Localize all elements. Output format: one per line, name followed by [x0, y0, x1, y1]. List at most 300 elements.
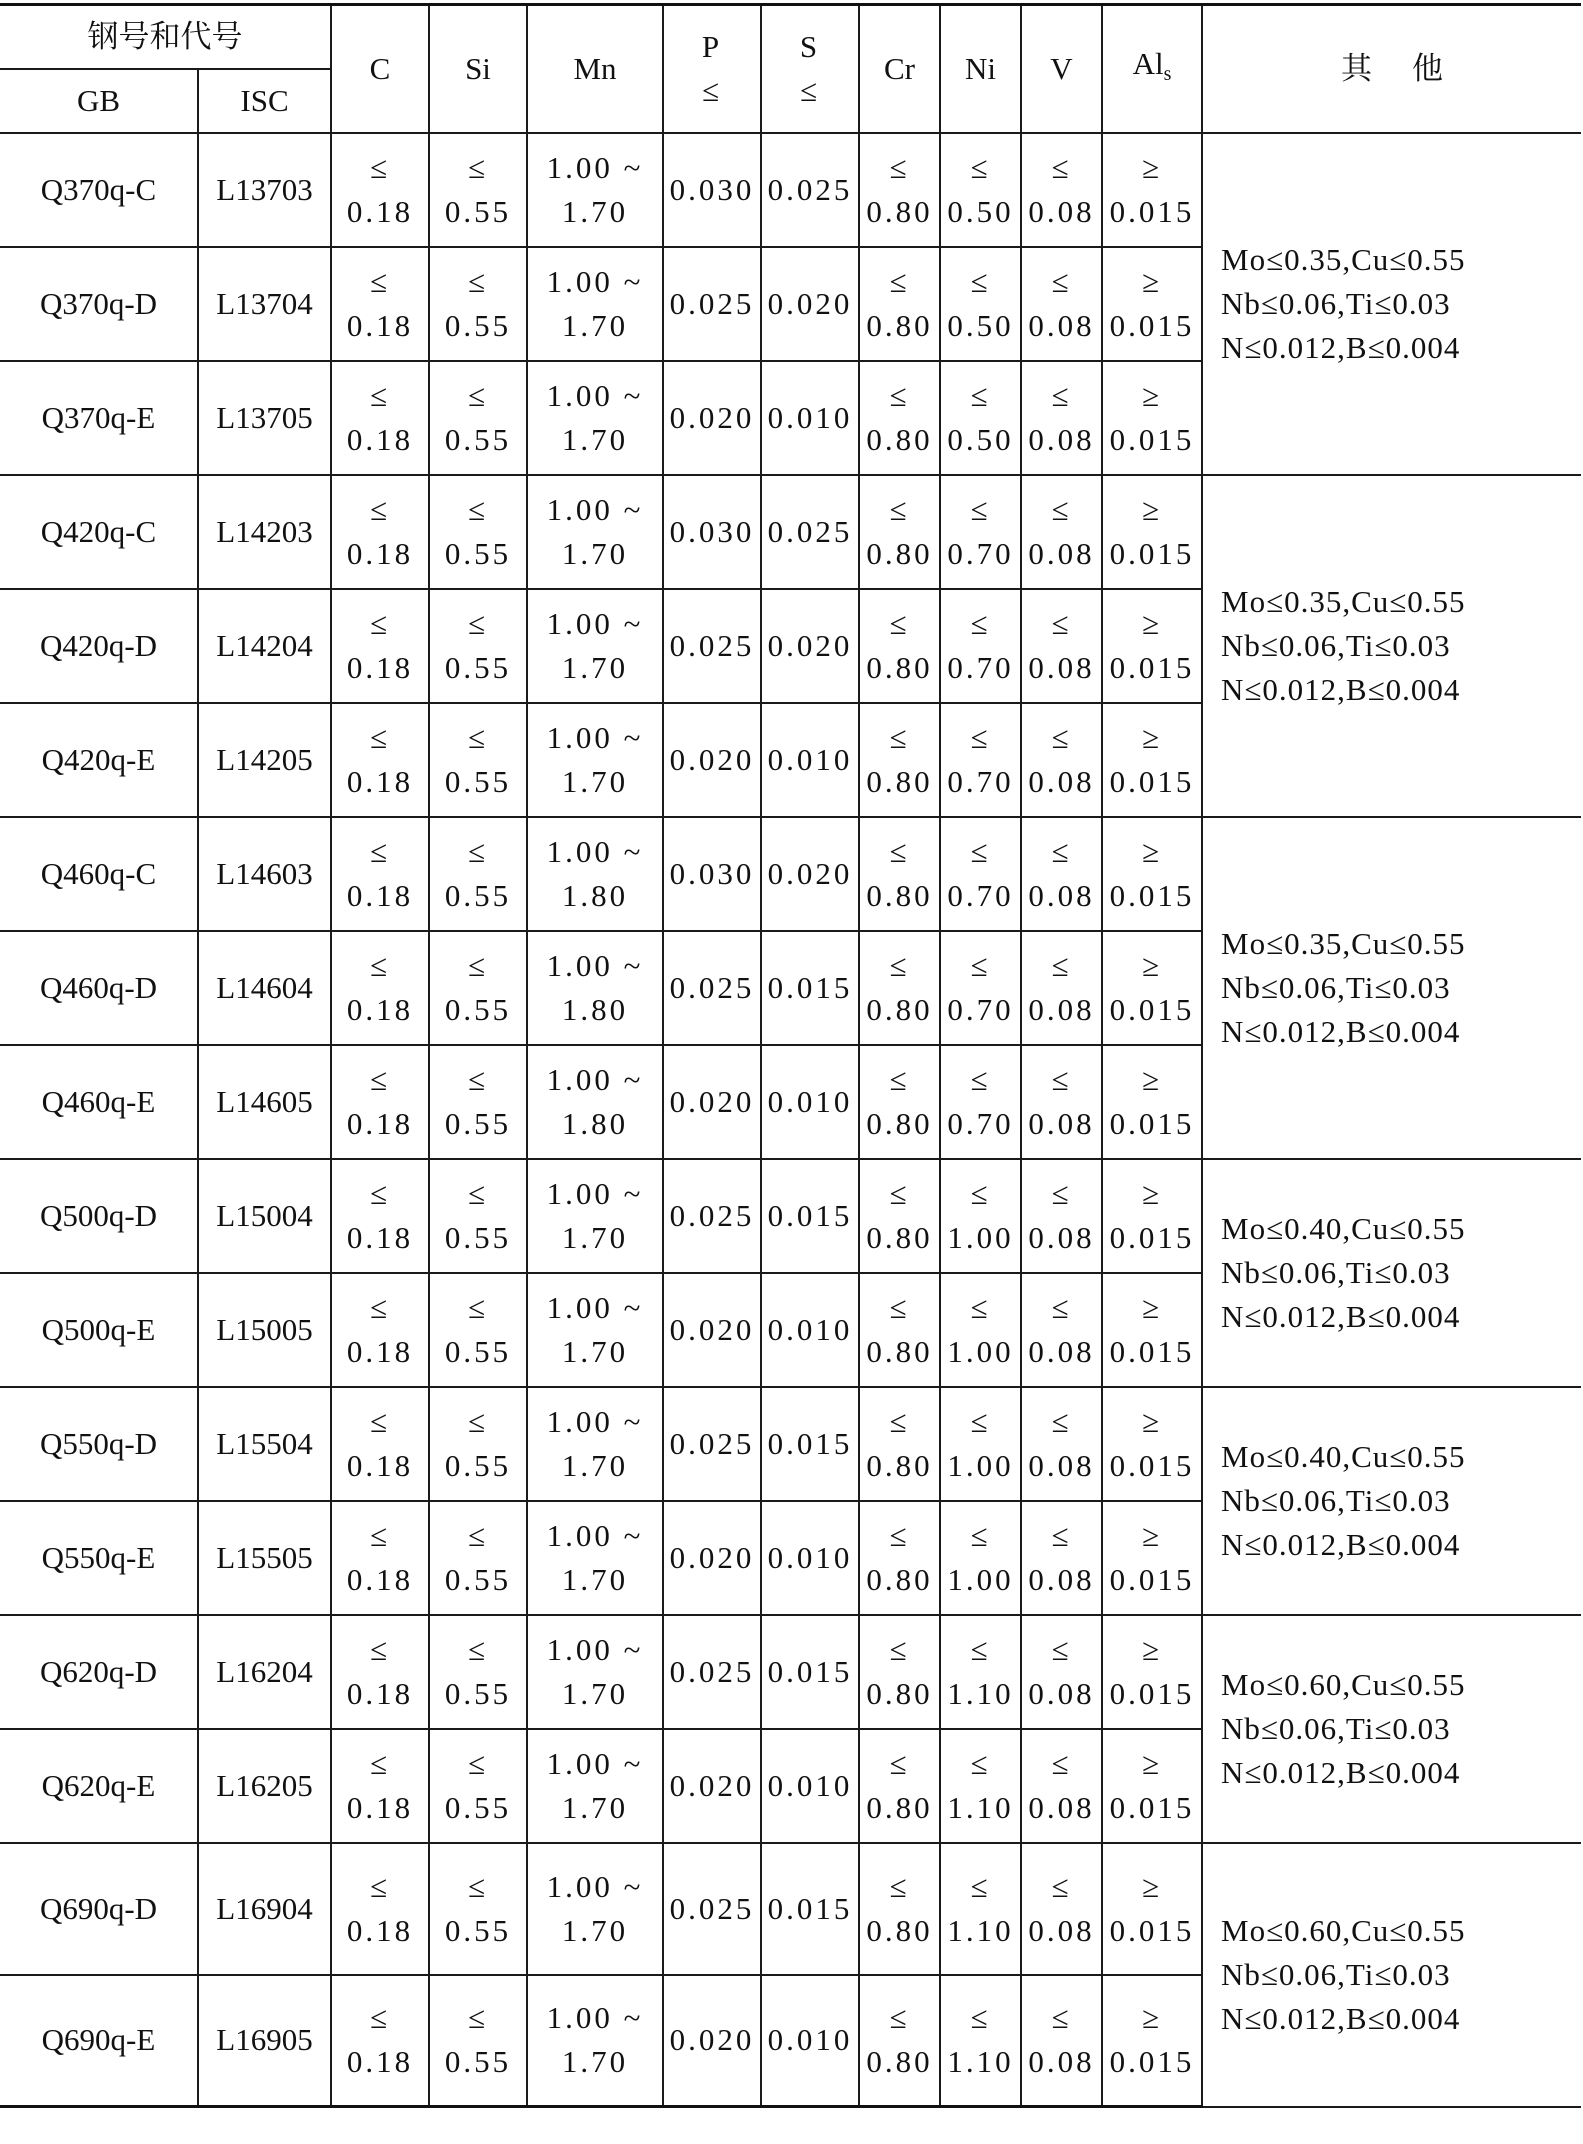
cell-ni-prefix: ≤	[970, 2000, 991, 2036]
header-si: Si	[429, 5, 527, 133]
cell-s: 0.010	[761, 1273, 859, 1387]
cell-si-value: 0.55	[444, 1561, 512, 1597]
cell-cr-prefix: ≤	[889, 833, 910, 869]
header-steel-grade-group: 钢号和代号	[0, 5, 331, 69]
cell-cr-prefix: ≤	[889, 719, 910, 755]
cell-p: 0.025	[663, 589, 761, 703]
cell-ni	[940, 1615, 1021, 1729]
cell-v-value: 0.08	[1028, 1105, 1095, 1141]
cell-si-value: 0.55	[444, 1447, 512, 1483]
table-row	[0, 133, 1581, 247]
cell-c	[331, 133, 429, 247]
cell-s: 0.025	[761, 133, 859, 247]
other-line: N≤0.012,B≤0.004	[1221, 2000, 1461, 2036]
cell-si	[429, 475, 527, 589]
cell-ni	[940, 361, 1021, 475]
cell-gb: Q550q-D	[0, 1387, 198, 1501]
cell-si-value: 0.55	[444, 2044, 512, 2080]
cell-c-value: 0.18	[346, 1105, 414, 1141]
cell-mn	[527, 475, 663, 589]
cell-al-prefix: ≥	[1141, 491, 1162, 527]
cell-mn-value: 1.70	[561, 193, 629, 229]
cell-p: 0.020	[663, 1273, 761, 1387]
header-mn: Mn	[527, 5, 663, 133]
cell-cr-value: 0.80	[866, 1912, 933, 1948]
cell-v-value: 0.08	[1028, 2044, 1095, 2080]
cell-c-prefix: ≤	[369, 1289, 390, 1325]
cell-al	[1102, 1387, 1202, 1501]
cell-mn-prefix: 1.00 ~	[546, 1868, 644, 1904]
cell-v-prefix: ≤	[1051, 377, 1072, 413]
header-s	[761, 5, 859, 133]
cell-si-value: 0.55	[444, 1219, 512, 1255]
other-line: Nb≤0.06,Ti≤0.03	[1221, 285, 1451, 321]
cell-v	[1021, 1729, 1102, 1843]
cell-mn	[527, 1501, 663, 1615]
cell-cr-prefix: ≤	[889, 1631, 910, 1667]
cell-si-prefix: ≤	[467, 1289, 488, 1325]
cell-c	[331, 1729, 429, 1843]
other-line: N≤0.012,B≤0.004	[1221, 1526, 1461, 1562]
cell-isc: L15504	[198, 1387, 331, 1501]
cell-ni-prefix: ≤	[970, 1868, 991, 1904]
cell-mn-value: 1.70	[561, 307, 629, 343]
cell-v	[1021, 1615, 1102, 1729]
cell-gb: Q460q-D	[0, 931, 198, 1045]
cell-al-value: 0.015	[1109, 763, 1195, 799]
other-line: Mo≤0.60,Cu≤0.55	[1221, 1912, 1466, 1948]
cell-cr-prefix: ≤	[889, 1403, 910, 1439]
other-line: Mo≤0.35,Cu≤0.55	[1221, 241, 1466, 277]
cell-mn-prefix: 1.00 ~	[546, 1289, 644, 1325]
cell-isc: L14603	[198, 817, 331, 931]
header-other: 其他	[1202, 5, 1581, 133]
cell-mn-value: 1.70	[561, 421, 629, 457]
cell-cr	[859, 1501, 940, 1615]
cell-ni-value: 0.70	[947, 763, 1014, 799]
other-line: N≤0.012,B≤0.004	[1221, 671, 1461, 707]
cell-c-prefix: ≤	[369, 947, 390, 983]
cell-isc: L13703	[198, 133, 331, 247]
cell-cr-value: 0.80	[866, 991, 933, 1027]
table-row	[0, 475, 1581, 589]
other-line: Nb≤0.06,Ti≤0.03	[1221, 627, 1451, 663]
table-row	[0, 817, 1581, 931]
cell-ni	[940, 247, 1021, 361]
other-line: Mo≤0.40,Cu≤0.55	[1221, 1438, 1466, 1474]
cell-ni-value: 0.50	[947, 307, 1014, 343]
cell-al-prefix: ≥	[1141, 377, 1162, 413]
cell-cr-prefix: ≤	[889, 1868, 910, 1904]
cell-ni-prefix: ≤	[970, 1517, 991, 1553]
cell-mn-value: 1.70	[561, 1675, 629, 1711]
cell-al	[1102, 817, 1202, 931]
cell-si-prefix: ≤	[467, 1631, 488, 1667]
cell-ni-prefix: ≤	[970, 1403, 991, 1439]
cell-gb: Q460q-C	[0, 817, 198, 931]
other-line: Nb≤0.06,Ti≤0.03	[1221, 1482, 1451, 1518]
cell-ni	[940, 475, 1021, 589]
cell-v	[1021, 1273, 1102, 1387]
other-line: Mo≤0.35,Cu≤0.55	[1221, 925, 1466, 961]
cell-mn-value: 1.70	[561, 1447, 629, 1483]
cell-ni-prefix: ≤	[970, 605, 991, 641]
cell-mn-prefix: 1.00 ~	[546, 149, 644, 185]
cell-al	[1102, 1501, 1202, 1615]
cell-c-prefix: ≤	[369, 263, 390, 299]
cell-al	[1102, 1045, 1202, 1159]
header-isc: ISC	[198, 69, 331, 133]
cell-c	[331, 247, 429, 361]
header-gb: GB	[0, 69, 198, 133]
cell-al-prefix: ≥	[1141, 1745, 1162, 1781]
cell-v	[1021, 1045, 1102, 1159]
cell-cr-prefix: ≤	[889, 947, 910, 983]
cell-al-value: 0.015	[1109, 421, 1195, 457]
cell-si-prefix: ≤	[467, 1868, 488, 1904]
cell-mn-value: 1.80	[561, 991, 629, 1027]
cell-isc: L16204	[198, 1615, 331, 1729]
cell-v	[1021, 931, 1102, 1045]
cell-c-prefix: ≤	[369, 149, 390, 185]
cell-al-value: 0.015	[1109, 877, 1195, 913]
cell-si-prefix: ≤	[467, 1061, 488, 1097]
cell-si-value: 0.55	[444, 1105, 512, 1141]
cell-c-prefix: ≤	[369, 1631, 390, 1667]
cell-mn-prefix: 1.00 ~	[546, 2000, 644, 2036]
cell-v-value: 0.08	[1028, 535, 1095, 571]
table-row	[0, 1843, 1581, 1975]
header-ni: Ni	[940, 5, 1021, 133]
cell-cr-prefix: ≤	[889, 1175, 910, 1211]
cell-v-value: 0.08	[1028, 193, 1095, 229]
cell-other	[1202, 1387, 1581, 1615]
cell-ni	[940, 1045, 1021, 1159]
cell-isc: L16905	[198, 1975, 331, 2107]
cell-cr	[859, 1045, 940, 1159]
cell-al-prefix: ≥	[1141, 833, 1162, 869]
cell-cr-value: 0.80	[866, 1105, 933, 1141]
cell-cr-value: 0.80	[866, 2044, 933, 2080]
header-cr: Cr	[859, 5, 940, 133]
cell-c	[331, 1159, 429, 1273]
cell-cr	[859, 1843, 940, 1975]
cell-mn	[527, 817, 663, 931]
cell-cr-value: 0.80	[866, 193, 933, 229]
cell-isc: L15505	[198, 1501, 331, 1615]
cell-ni	[940, 931, 1021, 1045]
header-s-label: S	[799, 28, 821, 64]
cell-cr-prefix: ≤	[889, 377, 910, 413]
cell-si-value: 0.55	[444, 307, 512, 343]
cell-c-prefix: ≤	[369, 719, 390, 755]
cell-c	[331, 703, 429, 817]
cell-isc: L15005	[198, 1273, 331, 1387]
cell-si	[429, 361, 527, 475]
cell-cr	[859, 817, 940, 931]
cell-mn	[527, 1843, 663, 1975]
cell-c-prefix: ≤	[369, 491, 390, 527]
cell-mn-prefix: 1.00 ~	[546, 1631, 644, 1667]
other-line: N≤0.012,B≤0.004	[1221, 329, 1461, 365]
other-line: Nb≤0.06,Ti≤0.03	[1221, 969, 1451, 1005]
cell-c-prefix: ≤	[369, 1175, 390, 1211]
cell-p: 0.020	[663, 1975, 761, 2107]
cell-si-value: 0.55	[444, 193, 512, 229]
cell-c-prefix: ≤	[369, 833, 390, 869]
cell-ni	[940, 1843, 1021, 1975]
cell-cr	[859, 589, 940, 703]
cell-al-prefix: ≥	[1141, 149, 1162, 185]
cell-v-value: 0.08	[1028, 1219, 1095, 1255]
cell-v-prefix: ≤	[1051, 1289, 1072, 1325]
cell-gb: Q420q-D	[0, 589, 198, 703]
table-header	[0, 5, 1581, 133]
cell-cr-value: 0.80	[866, 649, 933, 685]
cell-cr	[859, 247, 940, 361]
cell-ni-value: 1.10	[947, 2044, 1014, 2080]
cell-gb: Q500q-E	[0, 1273, 198, 1387]
cell-cr-prefix: ≤	[889, 1289, 910, 1325]
cell-c-prefix: ≤	[369, 1517, 390, 1553]
cell-p: 0.025	[663, 247, 761, 361]
cell-cr-value: 0.80	[866, 763, 933, 799]
cell-mn-prefix: 1.00 ~	[546, 947, 644, 983]
cell-cr	[859, 475, 940, 589]
cell-c-value: 0.18	[346, 1333, 414, 1369]
cell-al-value: 0.015	[1109, 307, 1195, 343]
cell-v	[1021, 1159, 1102, 1273]
cell-cr-value: 0.80	[866, 1333, 933, 1369]
cell-v	[1021, 703, 1102, 817]
cell-cr	[859, 361, 940, 475]
cell-ni-value: 1.10	[947, 1912, 1014, 1948]
cell-v	[1021, 1387, 1102, 1501]
cell-mn-prefix: 1.00 ~	[546, 1745, 644, 1781]
cell-p: 0.020	[663, 703, 761, 817]
cell-v-prefix: ≤	[1051, 1631, 1072, 1667]
cell-al	[1102, 1273, 1202, 1387]
cell-ni	[940, 1273, 1021, 1387]
cell-c-prefix: ≤	[369, 1745, 390, 1781]
cell-al-prefix: ≥	[1141, 1631, 1162, 1667]
cell-mn	[527, 1975, 663, 2107]
cell-al-value: 0.015	[1109, 535, 1195, 571]
cell-ni-prefix: ≤	[970, 719, 991, 755]
cell-al	[1102, 475, 1202, 589]
cell-cr-value: 0.80	[866, 421, 933, 457]
cell-al-value: 0.015	[1109, 193, 1195, 229]
header-p-le: ≤	[701, 72, 722, 108]
cell-v-prefix: ≤	[1051, 1403, 1072, 1439]
cell-v-prefix: ≤	[1051, 1868, 1072, 1904]
cell-p: 0.025	[663, 1387, 761, 1501]
cell-ni-prefix: ≤	[970, 1061, 991, 1097]
cell-other	[1202, 1843, 1581, 2107]
cell-v-value: 0.08	[1028, 1789, 1095, 1825]
cell-mn	[527, 1273, 663, 1387]
cell-si	[429, 1273, 527, 1387]
cell-ni-value: 0.50	[947, 421, 1014, 457]
other-line: Mo≤0.35,Cu≤0.55	[1221, 583, 1466, 619]
cell-isc: L14605	[198, 1045, 331, 1159]
cell-v-value: 0.08	[1028, 307, 1095, 343]
cell-p: 0.020	[663, 361, 761, 475]
cell-v	[1021, 247, 1102, 361]
cell-v-value: 0.08	[1028, 763, 1095, 799]
cell-mn-value: 1.70	[561, 535, 629, 571]
cell-p: 0.025	[663, 1615, 761, 1729]
cell-si-prefix: ≤	[467, 947, 488, 983]
cell-mn-prefix: 1.00 ~	[546, 263, 644, 299]
cell-v-value: 0.08	[1028, 1447, 1095, 1483]
cell-al	[1102, 1843, 1202, 1975]
cell-v-prefix: ≤	[1051, 1175, 1072, 1211]
cell-c-prefix: ≤	[369, 1868, 390, 1904]
cell-p: 0.030	[663, 475, 761, 589]
cell-ni-value: 1.00	[947, 1447, 1014, 1483]
cell-ni-prefix: ≤	[970, 833, 991, 869]
cell-al-value: 0.015	[1109, 1105, 1195, 1141]
cell-v-prefix: ≤	[1051, 947, 1072, 983]
cell-c	[331, 1843, 429, 1975]
cell-c	[331, 817, 429, 931]
cell-mn-prefix: 1.00 ~	[546, 719, 644, 755]
cell-v	[1021, 1501, 1102, 1615]
cell-c-value: 0.18	[346, 535, 414, 571]
header-p	[663, 5, 761, 133]
cell-p: 0.025	[663, 1159, 761, 1273]
cell-cr-value: 0.80	[866, 307, 933, 343]
cell-si-prefix: ≤	[467, 1403, 488, 1439]
cell-gb: Q370q-D	[0, 247, 198, 361]
cell-al	[1102, 247, 1202, 361]
cell-c-value: 0.18	[346, 1789, 414, 1825]
cell-si	[429, 703, 527, 817]
cell-al-prefix: ≥	[1141, 1868, 1162, 1904]
cell-isc: L15004	[198, 1159, 331, 1273]
cell-v	[1021, 817, 1102, 931]
cell-v	[1021, 475, 1102, 589]
cell-ni-value: 0.70	[947, 649, 1014, 685]
cell-v	[1021, 1975, 1102, 2107]
cell-mn-prefix: 1.00 ~	[546, 605, 644, 641]
cell-al-prefix: ≥	[1141, 719, 1162, 755]
cell-ni-value: 0.70	[947, 877, 1014, 913]
cell-s: 0.020	[761, 247, 859, 361]
cell-c-value: 0.18	[346, 649, 414, 685]
cell-si	[429, 1729, 527, 1843]
cell-v	[1021, 361, 1102, 475]
cell-v-prefix: ≤	[1051, 1061, 1072, 1097]
cell-al-prefix: ≥	[1141, 1175, 1162, 1211]
cell-v-prefix: ≤	[1051, 1745, 1072, 1781]
cell-ni-prefix: ≤	[970, 1745, 991, 1781]
header-al-label: Al	[1132, 45, 1164, 81]
cell-gb: Q620q-E	[0, 1729, 198, 1843]
cell-c-value: 0.18	[346, 877, 414, 913]
cell-ni-value: 1.10	[947, 1675, 1014, 1711]
header-p-label: P	[701, 28, 723, 64]
cell-c-prefix: ≤	[369, 1403, 390, 1439]
cell-c-value: 0.18	[346, 421, 414, 457]
cell-gb: Q690q-D	[0, 1843, 198, 1975]
cell-mn	[527, 247, 663, 361]
cell-c	[331, 589, 429, 703]
cell-mn	[527, 1159, 663, 1273]
cell-s: 0.015	[761, 1159, 859, 1273]
cell-si-value: 0.55	[444, 1333, 512, 1369]
cell-cr-value: 0.80	[866, 1675, 933, 1711]
cell-isc: L14604	[198, 931, 331, 1045]
cell-ni	[940, 1159, 1021, 1273]
cell-v-value: 0.08	[1028, 991, 1095, 1027]
cell-v	[1021, 1843, 1102, 1975]
cell-cr	[859, 1273, 940, 1387]
cell-si	[429, 931, 527, 1045]
cell-si-value: 0.55	[444, 649, 512, 685]
cell-cr-value: 0.80	[866, 1219, 933, 1255]
cell-s: 0.020	[761, 817, 859, 931]
cell-v-value: 0.08	[1028, 421, 1095, 457]
cell-mn	[527, 931, 663, 1045]
cell-v-value: 0.08	[1028, 877, 1095, 913]
cell-ni	[940, 1975, 1021, 2107]
cell-cr	[859, 1615, 940, 1729]
cell-c-value: 0.18	[346, 2044, 414, 2080]
cell-mn-prefix: 1.00 ~	[546, 1061, 644, 1097]
cell-si-prefix: ≤	[467, 719, 488, 755]
cell-mn	[527, 703, 663, 817]
cell-si-prefix: ≤	[467, 1517, 488, 1553]
cell-si	[429, 1975, 527, 2107]
cell-p: 0.030	[663, 817, 761, 931]
cell-c-prefix: ≤	[369, 1061, 390, 1097]
cell-al-prefix: ≥	[1141, 1403, 1162, 1439]
cell-c-value: 0.18	[346, 763, 414, 799]
cell-cr-value: 0.80	[866, 1561, 933, 1597]
cell-al-value: 0.015	[1109, 1219, 1195, 1255]
cell-c-value: 0.18	[346, 1447, 414, 1483]
cell-si-prefix: ≤	[467, 833, 488, 869]
cell-mn	[527, 361, 663, 475]
cell-ni-prefix: ≤	[970, 1175, 991, 1211]
cell-p: 0.020	[663, 1045, 761, 1159]
cell-al-prefix: ≥	[1141, 605, 1162, 641]
cell-si-prefix: ≤	[467, 149, 488, 185]
cell-mn-prefix: 1.00 ~	[546, 1175, 644, 1211]
cell-si-prefix: ≤	[467, 377, 488, 413]
cell-si-value: 0.55	[444, 535, 512, 571]
table-body	[0, 133, 1581, 2107]
cell-c-value: 0.18	[346, 193, 414, 229]
cell-c	[331, 931, 429, 1045]
cell-al-prefix: ≥	[1141, 2000, 1162, 2036]
cell-v	[1021, 133, 1102, 247]
cell-cr	[859, 1975, 940, 2107]
cell-isc: L14203	[198, 475, 331, 589]
cell-si-prefix: ≤	[467, 491, 488, 527]
cell-al-value: 0.015	[1109, 1675, 1195, 1711]
cell-al-value: 0.015	[1109, 1789, 1195, 1825]
cell-al-prefix: ≥	[1141, 1061, 1162, 1097]
cell-ni	[940, 1501, 1021, 1615]
cell-c-value: 0.18	[346, 1219, 414, 1255]
cell-gb: Q420q-C	[0, 475, 198, 589]
table-row	[0, 1615, 1581, 1729]
cell-other	[1202, 1159, 1581, 1387]
cell-c	[331, 1615, 429, 1729]
